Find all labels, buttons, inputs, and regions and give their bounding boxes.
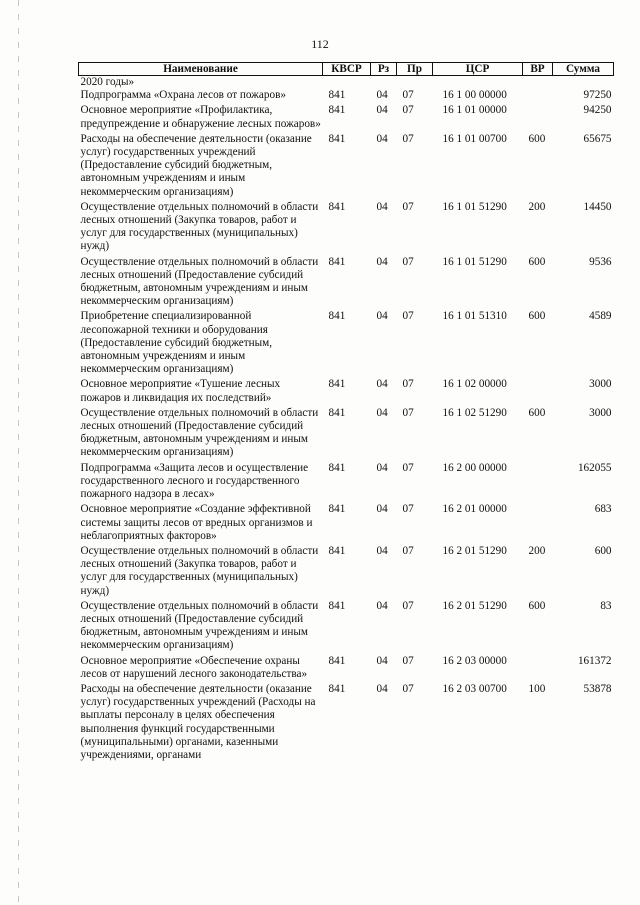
row-name: Осуществление отдельных полномочий в области лесных отношений (Закупка товаров, работ и услуг для государственных (муниципальных) нужд) [80, 544, 319, 597]
row-rz: 04 [376, 200, 388, 213]
header-pr: Пр [397, 63, 433, 76]
page-number: 112 [311, 37, 329, 51]
row-rz: 04 [376, 682, 388, 695]
row-pr: 07 [402, 255, 414, 268]
header-vr: ВР [523, 63, 553, 76]
row-vr: 600 [528, 599, 546, 612]
row-sum: 65675 [583, 132, 612, 145]
table-row [79, 655, 614, 683]
row-rz: 04 [376, 378, 388, 391]
row-vr: 600 [528, 255, 546, 268]
scan-edge [18, 0, 19, 905]
row-vr: 600 [528, 132, 546, 145]
table-row [79, 462, 614, 504]
row-name: Осуществление отдельных полномочий в области лесных отношений (Предоставление субсидий бюджетным, автономным учреждениям и иным некоммерческим организациям) [80, 406, 319, 459]
table-row [79, 201, 614, 256]
row-pr: 07 [402, 104, 414, 117]
row-kvsr: 841 [328, 682, 346, 695]
row-pr: 07 [402, 132, 414, 145]
table-row [79, 600, 614, 655]
row-csr: 16 1 01 51290 [442, 255, 507, 268]
table-row [79, 407, 614, 462]
table-row [79, 89, 614, 104]
row-csr: 16 1 01 51310 [442, 310, 507, 323]
table-row [79, 545, 614, 600]
row-kvsr: 841 [328, 654, 346, 667]
row-csr: 16 2 03 00000 [442, 654, 507, 667]
row-csr: 16 1 00 00000 [442, 89, 507, 102]
row-kvsr: 841 [328, 310, 346, 323]
row-kvsr: 841 [328, 200, 346, 213]
row-name: Приобретение специализированной лесопожарной техники и оборудования (Предоставление субсидий бюджетным, автономным учреждениям и иным некоммерческим организациям) [80, 310, 273, 376]
row-kvsr: 841 [328, 503, 346, 516]
row-rz: 04 [376, 503, 388, 516]
row-sum: 600 [594, 544, 612, 557]
row-rz: 04 [376, 599, 388, 612]
row-sum: 683 [594, 503, 612, 516]
table-row [79, 133, 614, 201]
row-rz: 04 [376, 132, 388, 145]
row-sum: 97250 [583, 89, 612, 102]
row-name: Основное мероприятие «Создание эффективной системы защиты лесов от вредных организмов и неблагоприятных факторов» [80, 503, 313, 542]
row-name: Расходы на обеспечение деятельности (оказание услуг) государственных учреждений (Предоставление субсидий бюджетным, автономным учреждениям и иным некоммерческим организациям) [80, 132, 312, 198]
table-row [79, 310, 614, 378]
row-rz: 04 [376, 544, 388, 557]
budget-table [78, 62, 614, 764]
row-csr: 16 1 02 00000 [442, 378, 507, 391]
row-pr: 07 [402, 89, 414, 102]
row-name: Основное мероприятие «Тушение лесных пожаров и ликвидация их последствий» [80, 378, 281, 404]
row-name: Основное мероприятие «Профилактика, предупреждение и обнаружение лесных пожаров» [80, 104, 321, 130]
row-sum: 14450 [583, 200, 612, 213]
row-sum: 161372 [577, 654, 612, 667]
row-csr: 16 2 03 00700 [442, 682, 507, 695]
table-row [79, 378, 614, 406]
row-kvsr: 841 [328, 89, 346, 102]
row-csr: 16 2 01 51290 [442, 599, 507, 612]
row-sum: 4589 [589, 310, 612, 323]
row-sum: 83 [600, 599, 612, 612]
row-kvsr: 841 [328, 255, 346, 268]
row-kvsr: 841 [328, 406, 346, 419]
row-csr: 16 1 02 51290 [442, 406, 507, 419]
header-rz: Рз [371, 63, 397, 76]
row-pr: 07 [402, 310, 414, 323]
row-kvsr: 841 [328, 378, 346, 391]
row-csr: 16 2 01 51290 [442, 544, 507, 557]
row-pr: 07 [402, 682, 414, 695]
row-vr: 200 [528, 200, 546, 213]
row-name: Осуществление отдельных полномочий в области лесных отношений (Закупка товаров, работ и услуг для государственных (муниципальных) нужд) [80, 200, 319, 253]
row-vr [523, 655, 553, 683]
row-vr [523, 503, 553, 545]
row-pr: 07 [402, 503, 414, 516]
continuation-text: 2020 годы» [80, 76, 135, 88]
row-rz: 04 [376, 461, 388, 474]
table-row [79, 683, 614, 764]
row-rz: 04 [376, 104, 388, 117]
table-header-row [79, 63, 614, 76]
table-row [79, 503, 614, 545]
table-row [79, 256, 614, 311]
row-csr: 16 2 00 00000 [442, 461, 507, 474]
row-csr: 16 1 01 51290 [442, 200, 507, 213]
row-rz: 04 [376, 310, 388, 323]
row-pr: 07 [402, 461, 414, 474]
row-kvsr: 841 [328, 132, 346, 145]
table-row [79, 104, 614, 132]
row-vr [523, 462, 553, 504]
row-sum: 9536 [589, 255, 612, 268]
header-name: Наименование [79, 63, 323, 76]
row-sum: 162055 [577, 461, 612, 474]
row-kvsr: 841 [328, 544, 346, 557]
row-name: Осуществление отдельных полномочий в области лесных отношений (Предоставление субсидий бюджетным, автономным учреждениям и иным некоммерческим организациям) [80, 599, 319, 652]
row-vr: 200 [528, 544, 546, 557]
row-csr: 16 1 01 00000 [442, 104, 507, 117]
row-sum: 3000 [589, 406, 612, 419]
row-kvsr: 841 [328, 599, 346, 612]
header-kvsr: КВСР [323, 63, 371, 76]
row-name: Подпрограмма «Охрана лесов от пожаров» [80, 89, 286, 102]
row-csr: 16 2 01 00000 [442, 503, 507, 516]
header-csr: ЦСР [433, 63, 523, 76]
row-sum: 94250 [583, 104, 612, 117]
row-vr: 100 [528, 682, 546, 695]
row-rz: 04 [376, 406, 388, 419]
row-pr: 07 [402, 544, 414, 557]
row-name: Расходы на обеспечение деятельности (оказание услуг) государственных учреждений (Расходы на выплаты персоналу в целях обеспечения выполнения функций государственными (муниципальными) органами, казенными учреждениями, органами [80, 682, 316, 761]
row-rz: 04 [376, 89, 388, 102]
row-pr: 07 [402, 654, 414, 667]
row-vr [523, 89, 553, 104]
row-vr [523, 378, 553, 406]
row-rz: 04 [376, 255, 388, 268]
row-pr: 07 [402, 406, 414, 419]
continuation-row [79, 76, 614, 90]
row-sum: 3000 [589, 378, 612, 391]
row-name: Подпрограмма «Защита лесов и осуществление государственного лесного и государственного пожарного надзора в лесах» [80, 461, 309, 501]
row-pr: 07 [402, 378, 414, 391]
row-vr [523, 104, 553, 132]
row-name: Осуществление отдельных полномочий в области лесных отношений (Предоставление субсидий бюджетным, автономным учреждениям и иным некоммерческим организациям) [80, 255, 319, 308]
row-vr: 600 [528, 406, 546, 419]
row-csr: 16 1 01 00700 [442, 132, 507, 145]
row-pr: 07 [402, 200, 414, 213]
row-pr: 07 [402, 599, 414, 612]
row-name: Основное мероприятие «Обеспечение охраны лесов от нарушений лесного законодательства» [80, 654, 308, 680]
row-kvsr: 841 [328, 104, 346, 117]
row-kvsr: 841 [328, 461, 346, 474]
row-rz: 04 [376, 654, 388, 667]
row-vr: 600 [528, 310, 546, 323]
header-sum: Сумма [553, 63, 614, 76]
row-sum: 53878 [583, 682, 612, 695]
